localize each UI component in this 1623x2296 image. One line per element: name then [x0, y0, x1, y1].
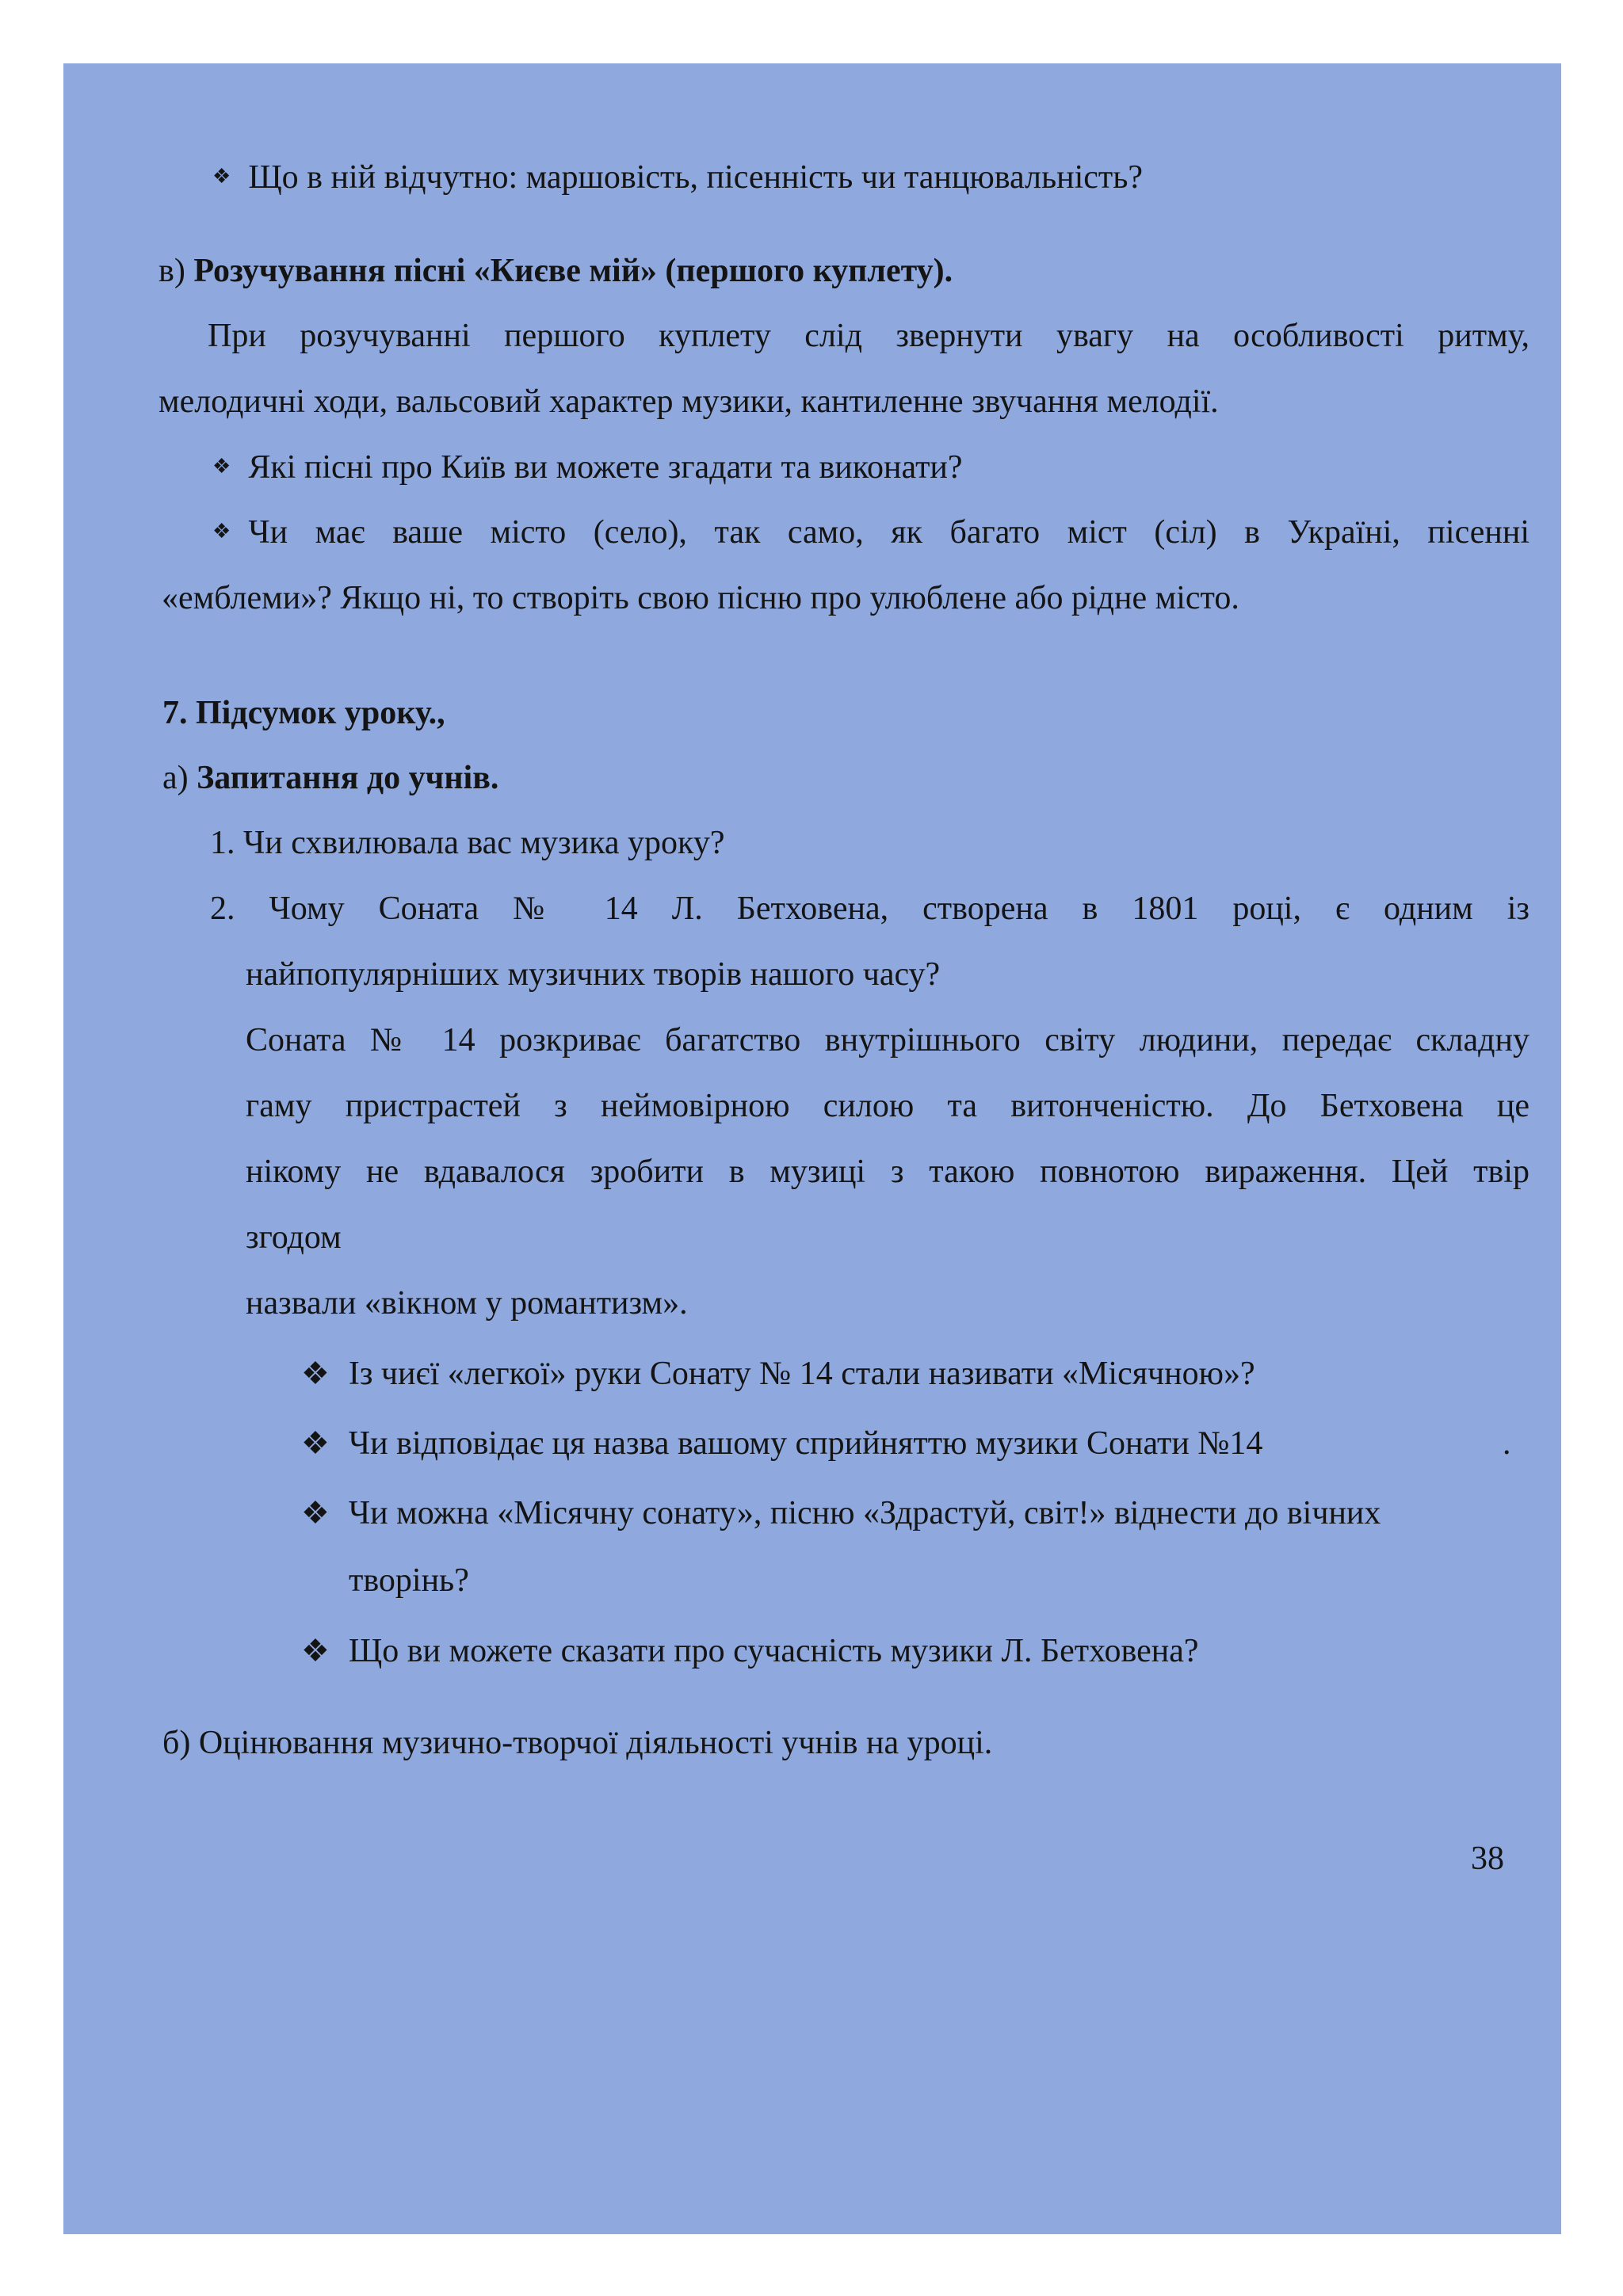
diamond-bullet-icon: ❖	[301, 1356, 330, 1391]
question-text: Що в ній відчутно: маршовість, пісенність чи танцювальність?	[248, 159, 1144, 196]
section-a-title: Запитання до учнів.	[197, 760, 499, 796]
paragraph-1-line-1: При розучуванні першого куплету слід звернути увагу на особливості ритму,	[208, 318, 1529, 354]
bullet-text: Чи відповідає ця назва вашому сприйняттю музики Сонати №14	[348, 1425, 1263, 1462]
question-marching	[212, 157, 1143, 200]
bullet-name-perception-dot: .	[1503, 1425, 1511, 1462]
diamond-bullet-icon: ❖	[301, 1495, 330, 1531]
diamond-bullet-icon: ❖	[212, 520, 231, 543]
numbered-item-1: 1. Чи схвилювала вас музика уроку?	[210, 825, 725, 861]
numbered-item-2-line-2: найпопулярніших музичних творів нашого часу?	[246, 956, 941, 993]
bullet-text: Чи можна «Місячну сонату», пісню «Здрастуй, світ!» віднести до вічних	[348, 1495, 1381, 1531]
question-city-line-1	[212, 512, 1529, 555]
bullet-text: Із чиєї «легкої» руки Сонату № 14 стали називати «Місячною»?	[348, 1356, 1255, 1392]
bullet-name-perception	[301, 1423, 1262, 1464]
question-kyiv-songs	[212, 447, 963, 490]
diamond-bullet-icon: ❖	[301, 1633, 330, 1669]
answer-line-2: гаму пристрастей з неймовірною силою та витонченістю. До Бетховена це	[246, 1088, 1529, 1124]
section-b-heading: б) Оцінювання музично-творчої діяльності учнів на уроці.	[162, 1725, 993, 1761]
paragraph-1-line-2: мелодичні ходи, вальсовий характер музики, кантиленне звучання мелодії.	[158, 383, 1219, 420]
answer-line-5: назвали «вікном у романтизм».	[246, 1285, 688, 1322]
answer-line-4: згодом	[246, 1219, 342, 1256]
bullet-eternal-line-1	[301, 1493, 1381, 1534]
bullet-eternal-line-2: творінь?	[349, 1562, 469, 1599]
bullet-moonlight-name	[301, 1353, 1255, 1394]
section-c-prefix: в)	[158, 253, 185, 289]
question-city-line-2: «емблеми»? Якщо ні, то створіть свою пісню про улюблене або рідне місто.	[162, 580, 1239, 616]
answer-line-1: Соната № 14 розкриває багатство внутрішнього світу людини, передає складну	[246, 1022, 1529, 1058]
section-c-title: Розучування пісні «Києве мій» (першого куплету).	[193, 253, 953, 289]
section-a-heading	[162, 757, 498, 799]
question-text: Чи має ваше місто (село), так само, як багато міст (сіл) в Україні, пісенні	[248, 514, 1529, 551]
section-a-prefix: а)	[162, 760, 189, 796]
diamond-bullet-icon: ❖	[212, 455, 231, 479]
bullet-modernity	[301, 1630, 1198, 1672]
section-c-heading	[158, 250, 953, 292]
diamond-bullet-icon: ❖	[212, 165, 231, 189]
question-text: Які пісні про Київ ви можете згадати та виконати?	[248, 449, 963, 486]
bullet-text: Що ви можете сказати про сучасність музики Л. Бетховена?	[348, 1633, 1199, 1669]
answer-line-3: нікому не вдавалося зробити в музиці з такою повнотою вираження. Цей твір	[246, 1154, 1529, 1190]
numbered-item-2-line-1: 2. Чому Соната № 14 Л. Бетховена, створена в 1801 році, є одним із	[210, 891, 1529, 927]
section-7-heading: 7. Підсумок уроку.,	[162, 695, 445, 731]
page-number: 38	[1471, 1840, 1504, 1877]
diamond-bullet-icon: ❖	[301, 1425, 330, 1461]
